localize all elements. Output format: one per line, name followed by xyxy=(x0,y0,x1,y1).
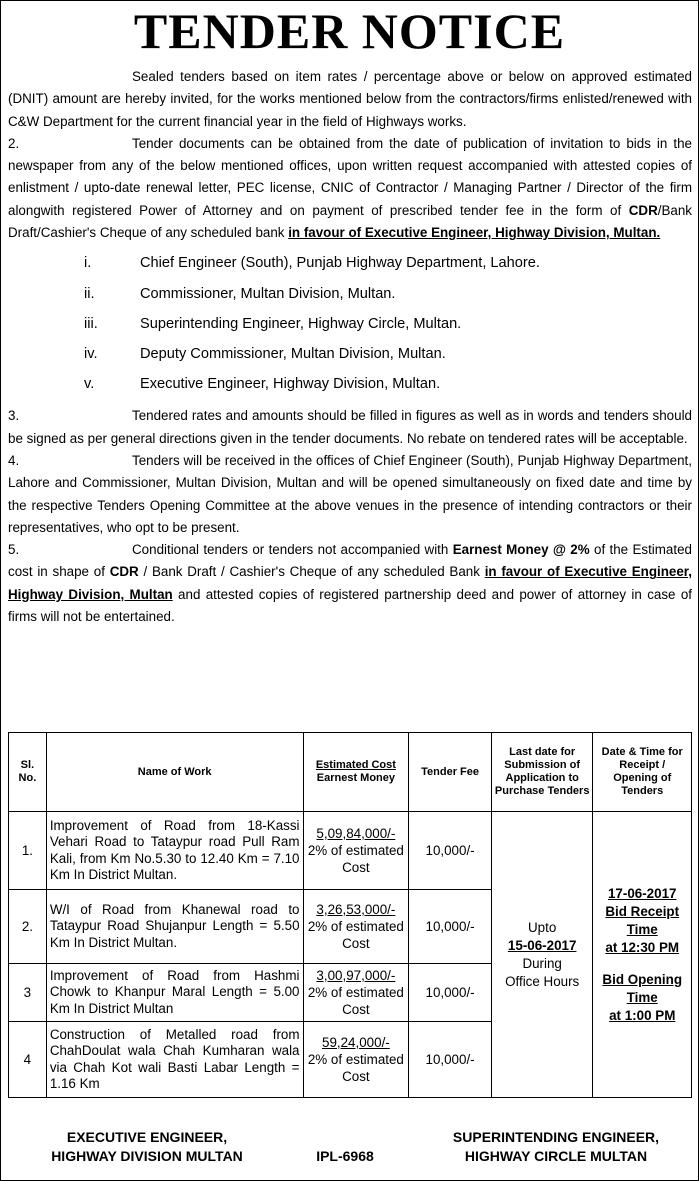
row-earnest: 2% of estimated Cost xyxy=(307,1052,404,1084)
paragraph-3-number: 3. xyxy=(8,408,20,424)
row-sl: 4 xyxy=(9,1022,47,1098)
office-item xyxy=(8,279,692,309)
office-number: ii. xyxy=(84,285,95,302)
office-item xyxy=(8,369,692,399)
paragraph-5-text1: Conditional tenders or tenders not accompanied with xyxy=(132,542,453,558)
row-earnest: 2% of estimated Cost xyxy=(307,843,404,875)
office-number: iii. xyxy=(84,315,98,332)
header-last-date: Last date for Submission of Application to Purchase Tenders xyxy=(491,733,593,812)
row-sl: 2. xyxy=(9,890,47,964)
paragraph-5-text2: of the Estimated cost in shape of xyxy=(8,542,692,580)
footer-right-line1: SUPERINTENDING ENGINEER, xyxy=(452,1129,660,1145)
last-date-upto: Upto xyxy=(528,919,557,935)
receipt-cell xyxy=(593,812,692,1098)
paragraph-4-number: 4. xyxy=(8,452,20,468)
row-fee: 10,000/- xyxy=(409,1022,492,1098)
paragraph-5-text4: and attested copies of registered partnership deed and power of attorney in case of firms will not be entertained. xyxy=(8,586,692,625)
row-fee: 10,000/- xyxy=(409,812,492,890)
row-earnest: 2% of estimated Cost xyxy=(307,985,404,1017)
notice-body xyxy=(8,66,692,628)
paragraph-5-earnest: Earnest Money @ 2% xyxy=(452,542,590,558)
row-sl: 1. xyxy=(9,812,47,890)
office-item xyxy=(8,309,692,339)
table-header-row xyxy=(9,733,692,812)
office-number: iv. xyxy=(84,345,98,362)
row-fee: 10,000/- xyxy=(409,964,492,1022)
row-work: Improvement of Road from 18-Kassi Vehari Road to Tataypur road Pull Ram Kali, from Km No.5.30 to 12.40 Km = 7.10 Km In District Multan. xyxy=(46,812,303,890)
paragraph-5-number: 5. xyxy=(8,542,20,558)
row-cost xyxy=(303,812,409,890)
office-item xyxy=(8,248,692,278)
header-sl: Sl. No. xyxy=(9,733,47,812)
row-cost-value: 59,24,000/- xyxy=(322,1035,390,1050)
row-cost-value: 3,26,53,000/- xyxy=(316,902,396,917)
receipt-time: at 12:30 PM xyxy=(605,939,680,955)
row-cost xyxy=(303,890,409,964)
office-label: Deputy Commissioner, Multan Division, Multan. xyxy=(140,345,446,362)
row-cost xyxy=(303,1022,409,1098)
paragraph-2 xyxy=(8,133,692,244)
paragraph-4-text: Tenders will be received in the offices of Chief Engineer (South), Punjab Highway Department, Lahore and Commissioner, Multan Division, Multan and will be opened simultaneously on fixed date and time by the respective Tenders Opening Committee at the above venues in the presence of intending contractors or their representatives, who opt to be present. xyxy=(8,452,692,535)
footer-right-line2: HIGHWAY CIRCLE MULTAN xyxy=(464,1148,648,1164)
header-cost xyxy=(303,733,409,812)
opening-label: Bid Opening Time xyxy=(602,971,683,1005)
paragraph-5-text3: / Bank Draft / Cashier's Cheque of any scheduled Bank xyxy=(138,564,485,580)
row-earnest: 2% of estimated Cost xyxy=(307,919,404,951)
header-name: Name of Work xyxy=(46,733,303,812)
paragraph-5 xyxy=(8,539,692,628)
last-date-during: During xyxy=(522,955,562,971)
works-table xyxy=(8,732,692,1098)
row-cost-value: 5,09,84,000/- xyxy=(316,826,396,841)
page-title: TENDER NOTICE xyxy=(133,3,566,59)
paragraph-2-text: Tender documents can be obtained from the date of publication of invitation to bids in the newspaper from any of the below mentioned offices, upon written request accompanied with attested copies of enlistment / upto-date renewal letter, PEC license, CNIC of Contractor / Managing Partner / Director of the firm alongwith registered Power of Attorney and on payment of prescribed tender fee in the form of xyxy=(8,135,692,218)
paragraph-2-number: 2. xyxy=(8,135,20,151)
footer-right xyxy=(420,1128,692,1166)
receipt-label: Bid Receipt Time xyxy=(605,903,680,937)
paragraph-2-favour: in favour of Executive Engineer, Highway Division, Multan. xyxy=(288,225,661,241)
office-item xyxy=(8,339,692,369)
paragraph-2-cdr: CDR xyxy=(628,202,658,218)
receipt-date: 17-06-2017 xyxy=(607,885,677,901)
row-work: Improvement of Road from Hashmi Chowk to Khanpur Maral Length = 5.00 Km In District Multan xyxy=(46,964,303,1022)
paragraph-5-cdr: CDR xyxy=(109,564,139,580)
paragraph-1: Sealed tenders based on item rates / percentage above or below on approved estimated (DNIT) amount are hereby invited, for the works mentioned below from the contractors/firms enlisted/renewed with C&W Department for the current financial year in the field of Highways works. xyxy=(8,69,692,129)
footer-left-line2: HIGHWAY DIVISION MULTAN xyxy=(51,1148,243,1164)
header-cost-label: Estimated Cost xyxy=(315,759,396,771)
office-list xyxy=(8,248,692,399)
table-row xyxy=(9,812,692,890)
office-label: Executive Engineer, Highway Division, Multan. xyxy=(140,376,441,393)
header-earnest-label: Earnest Money xyxy=(316,772,395,784)
footer-left-line1: EXECUTIVE ENGINEER, xyxy=(66,1129,228,1145)
row-sl: 3 xyxy=(9,964,47,1022)
row-cost-value: 3,00,97,000/- xyxy=(316,968,396,983)
paragraph-3-text: Tendered rates and amounts should be filled in figures as well as in words and tenders should be signed as per general directions given in the tender documents. No rebate on tendered rates will be acceptable. xyxy=(8,408,692,446)
header-date-time: Date & Time for Receipt / Opening of Tenders xyxy=(593,733,692,812)
office-label: Superintending Engineer, Highway Circle, Multan. xyxy=(140,315,462,332)
paragraph-4 xyxy=(8,450,692,539)
footer-left xyxy=(22,1128,272,1166)
opening-time: at 1:00 PM xyxy=(609,1007,676,1023)
row-work: Construction of Metalled road from ChahDoulat wala Chah Kumharan wala via Chah Kot wali Basti Labar Length = 1.16 Km xyxy=(46,1022,303,1098)
paragraph-5-favour: in favour of Executive Engineer, Highway Division, Multan xyxy=(8,564,692,602)
last-date-cell xyxy=(491,812,593,1098)
last-date-value: 15-06-2017 xyxy=(507,937,577,953)
row-work: W/I of Road from Khanewal road to Tatаypur Road Shujanpur Length = 5.50 Km In District Multan. xyxy=(46,890,303,964)
paragraph-3 xyxy=(8,405,692,450)
office-label: Chief Engineer (South), Punjab Highway Department, Lahore. xyxy=(140,255,540,272)
last-date-hours: Office Hours xyxy=(505,973,580,989)
footer-code: IPL-6968 xyxy=(316,1148,374,1164)
office-label: Commissioner, Multan Division, Multan. xyxy=(140,285,396,302)
office-number: i. xyxy=(84,255,92,272)
paragraph-2-text2: /Bank Draft/Cashier's Cheque of any scheduled bank xyxy=(8,202,692,241)
row-fee: 10,000/- xyxy=(409,890,492,964)
office-number: v. xyxy=(84,376,95,393)
row-cost xyxy=(303,964,409,1022)
header-fee: Tender Fee xyxy=(409,733,492,812)
